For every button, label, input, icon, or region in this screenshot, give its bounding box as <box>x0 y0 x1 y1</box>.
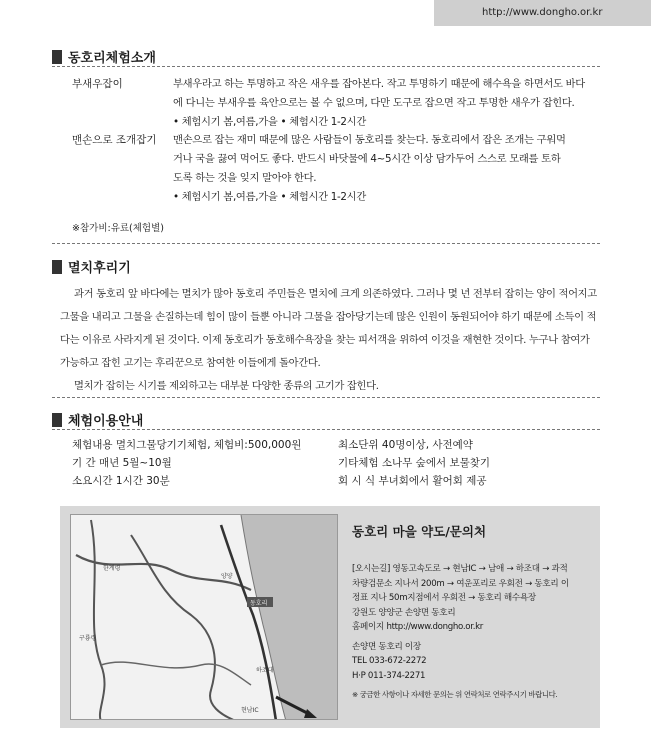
section-title-experience <box>52 47 156 66</box>
header-band <box>0 0 651 26</box>
section-marker-icon <box>52 413 62 427</box>
info-right: 기타체험 소나무 숲에서 보물찾기 <box>338 457 491 469</box>
map-label: 현남IC <box>241 707 259 714</box>
desc-line: 에 다니는 부새우를 육안으로는 볼 수 없으며, 다만 도구로 잡으면 작고 투명한 새우가 잡힌다. <box>173 97 575 109</box>
divider <box>52 397 600 398</box>
map-label: 구룡령 <box>79 635 97 642</box>
info-left: 체험내용 멸치그물당기기체험, 체험비:500,000원 <box>72 439 302 451</box>
divider <box>52 243 600 244</box>
map-label: 한계령 <box>103 565 121 572</box>
road-cross <box>101 662 251 685</box>
fee-note: ※참가비:유료(체험별) <box>72 223 164 234</box>
item-label-clam: 맨손으로 조개잡기 <box>72 134 157 146</box>
item-label-shrimp: 부새우잡이 <box>72 78 123 90</box>
info-left: 소요시간 1시간 30분 <box>72 475 170 487</box>
section-marker-icon <box>52 50 62 64</box>
map-graphic <box>71 515 338 720</box>
desc-line: 도록 하는 것을 잊지 말아야 한다. <box>173 172 317 184</box>
story-paragraph: 멸치가 잡히는 시기를 제외하고는 대부분 다양한 종류의 고기가 잡힌다. <box>74 380 379 392</box>
header-white <box>0 0 434 26</box>
directions <box>352 562 598 683</box>
sea-area <box>241 515 338 720</box>
address: 강원도 양양군 손양면 동호리 <box>352 607 456 618</box>
desc-line: 거나 국을 끓여 먹어도 좋다. 반드시 바닷물에 4~5시간 이상 담가두어 스스로 모래를 토하 <box>173 153 561 165</box>
desc-line: • 체험시기 봄,여름,가을 • 체험시간 1-2시간 <box>173 191 366 203</box>
direction-line: [오시는길] 영동고속도로 → 현남IC → 남애 → 하조대 → 과적 <box>352 564 568 574</box>
direction-line: 정표 지나 50m지점에서 우회전 → 동호리 해수욕장 <box>352 593 536 603</box>
info-right: 회 시 식 부녀회에서 활어회 제공 <box>338 475 487 487</box>
info-right: 최소단위 40명이상, 사전예약 <box>338 439 473 451</box>
map-label: 하조대 <box>256 667 274 674</box>
homepage[interactable]: 홈페이지 http://www.dongho.or.kr <box>352 622 484 632</box>
road-inner <box>131 535 236 720</box>
tel: TEL 033-672-2272 <box>352 656 427 666</box>
map-title: 동호리 마을 약도/문의처 <box>352 524 487 539</box>
section2-title: 멸치후리기 <box>68 261 131 276</box>
divider <box>52 66 600 67</box>
section-title-anchovy <box>52 257 131 276</box>
inquiry-note: ※ 궁금한 사항이나 자세한 문의는 위 연락처로 연락주시기 바랍니다. <box>352 690 558 699</box>
contact-name: 손양면 동호리 이장 <box>352 641 421 652</box>
desc-line: • 체험시기 봄,여름,가을 • 체험시간 1-2시간 <box>173 116 366 128</box>
map-label: 양양 <box>221 573 233 580</box>
contact-info <box>352 516 598 700</box>
item-desc-shrimp <box>173 75 603 132</box>
location-map[interactable] <box>70 514 338 720</box>
hp: H·P 011-374-2271 <box>352 670 426 681</box>
map-panel <box>60 506 600 728</box>
section1-title: 동호리체험소개 <box>68 51 156 66</box>
story-paragraph: 과거 동호리 앞 바다에는 멸치가 많아 동호리 주민들은 멸치에 크게 의존하였다. 그러나 몇 년 전부터 잡히는 양이 적어지고 그물을 내리고 그물을 손질하는데 힘이 많이 들뿐 아니라 그물을 잡아당기는데 많은 인원이 동원되어야 하기 때문에 소득이 적다는 이유로 사라지게 된 것이다. 이제 동호리가 동호해수욕장을 찾는 피서객을 위하여 이것을 재현한 것이다. 누구나 참여가 가능하고 잡힌 고기는 후리꾼으로 참여한 이들에게 돌아간다. <box>60 288 597 369</box>
anchovy-story <box>60 283 600 398</box>
desc-line: 맨손으로 잡는 재미 때문에 많은 사람들이 동호리를 찾는다. 동호리에서 잡은 조개는 구워먹 <box>173 134 566 146</box>
section3-title: 체험이용안내 <box>68 414 144 429</box>
desc-line: 부새우라고 하는 투명하고 작은 새우를 잡아본다. 작고 투명하기 때문에 해수욕을 하면서도 바다 <box>173 78 585 90</box>
divider <box>52 429 600 430</box>
info-left: 기 간 매년 5월~10월 <box>72 457 172 469</box>
item-desc-clam <box>173 131 603 207</box>
section-marker-icon <box>52 260 62 274</box>
direction-line: 차량검문소 지나서 200m → 여운포리로 우회전 → 동호리 이 <box>352 578 569 589</box>
map-label-destination: 동호리 <box>250 600 268 607</box>
road-west <box>91 520 105 720</box>
section-title-usage <box>52 410 143 429</box>
header-url[interactable]: http://www.dongho.or.kr <box>434 0 651 26</box>
